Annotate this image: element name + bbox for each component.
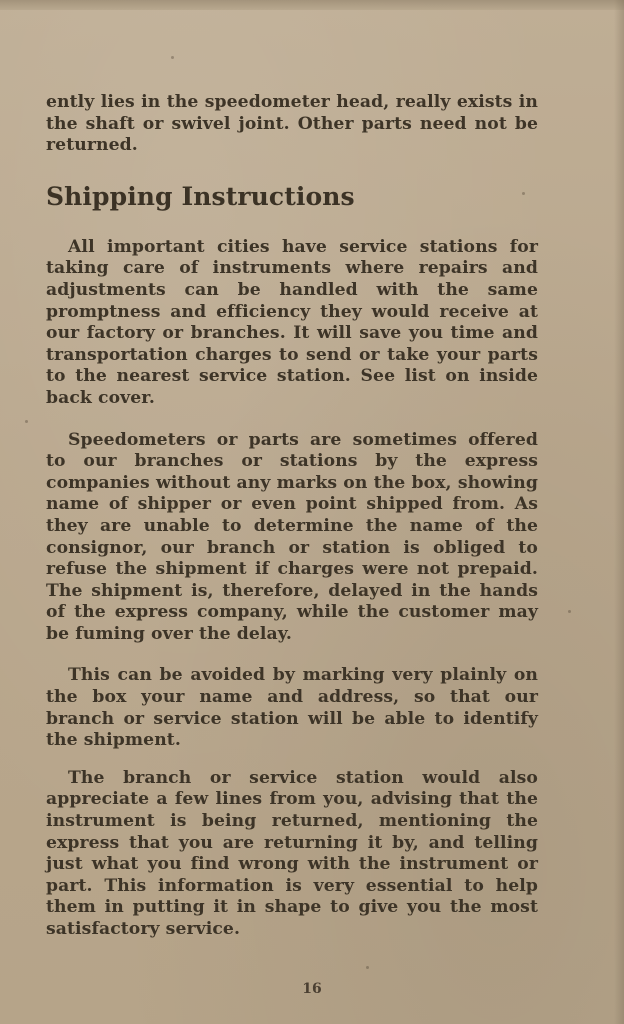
paragraph-service-stations: All important cities have service stations for taking care of instruments where repairs and adjustments can be handled with the same promptness and efficiency they would receive at our factory or branches. It will save you time and transportation charges to send or take your parts to the nearest service station. See list on inside back cover.: [46, 236, 538, 408]
continued-paragraph: ently lies in the speedometer head, really exists in the shaft or swivel joint. Other parts need not be returned.: [46, 92, 538, 156]
page-right-edge: [614, 0, 624, 1024]
paper-speck: [366, 966, 369, 969]
page-number: 16: [302, 981, 322, 997]
page-top-edge: [0, 0, 624, 10]
paragraph-mark-box: This can be avoided by marking very plainly on the box your name and address, so that our branch or service station will be able to identify the shipment.: [46, 665, 538, 751]
paragraph-unmarked-shipments: Speedometers or parts are sometimes offered to our branches or stations by the express companies without any marks on the box, showing name of shipper or even point shipped from. As they are unable to determine the name of the consignor, our branch or station is obliged to refuse the shipment if charges were not prepaid. The shipment is, therefore, delayed in the hands of the express company, while the customer may be fuming over the delay.: [46, 429, 538, 644]
page-content: [46, 92, 538, 941]
paper-speck: [25, 420, 28, 423]
paper-speck: [522, 192, 525, 195]
paragraph-send-note: The branch or service station would also appreciate a few lines from you, advising that the instrument is being returned, mentioning the express that you are returning it by, and telling just what you find wrong with the instrument or part. This information is very essential to help them in putting it in shape to give you the most satisfactory service.: [46, 767, 538, 939]
paper-speck: [568, 610, 571, 613]
paper-speck: [171, 56, 174, 59]
section-title: Shipping Instructions: [46, 181, 355, 211]
